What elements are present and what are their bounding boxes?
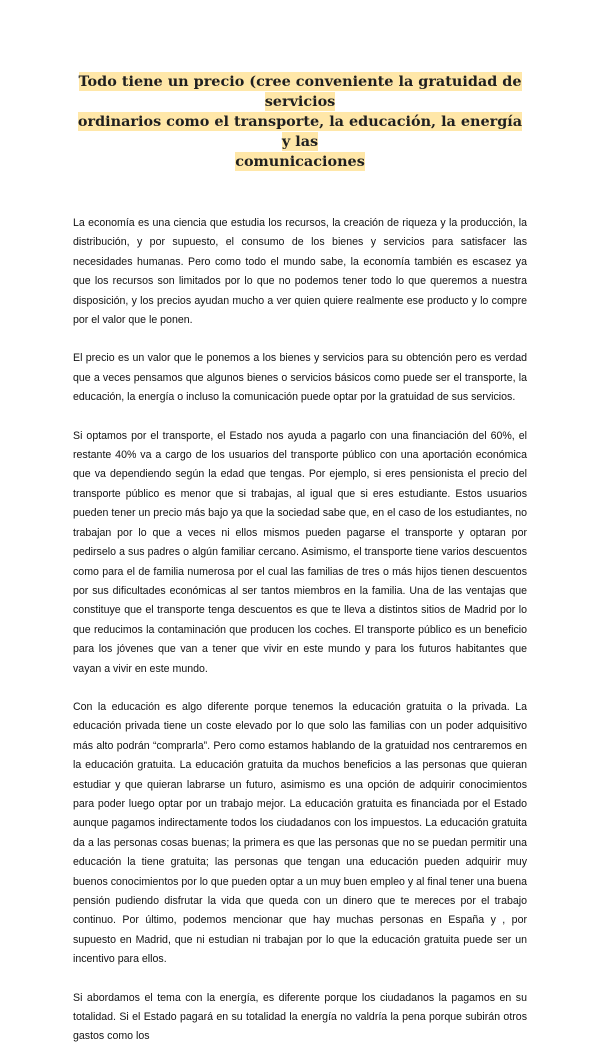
paragraph-energia: Si abordamos el tema con la energía, es diferente porque los ciudadanos la pagamos en su totalidad. Si el Estado pagará en su totalidad la energía no valdría la pena porque subirán otros gastos como los: [73, 991, 527, 1043]
title-line-2: ordinarios como el transporte, la educación, la energía y las: [77, 113, 523, 150]
title-line-1: Todo tiene un precio (cree conveniente la gratuidad de servicios: [78, 73, 522, 110]
paragraph-educacion: Con la educación es algo diferente porque tenemos la educación gratuita o la privada. La educación privada tiene un coste elevado por lo que solo las familias con un poder adquisitivo más alto podrán “comprarla”. Pero como estamos hablando de la gratuidad nos centraremos en la educación gratuita. La educación gratuita da muchos beneficios a las personas que quieran estudiar y que quieran labrarse un futuro, asimismo es una opción de adquirir conocimientos para poder luego optar por un trabajo mejor. La educación gratuita es financiada por el Estado aunque pagamos indirectamente todos los ciudadanos con los impuestos. La educación gratuita da a las personas cosas buenas; la primera es que las personas que no se puedan permitir una educación la tiene gratuita; las personas que tengan una educación pueden adquirir muy buenos conocimientos por lo que pueden optar a un muy buen empleo y al final tener una buena pensión pudiendo disfrutar la vida que queda con un dinero que te mereces por el trabajo continuo. Por último, podemos mencionar que hay muchas personas en España y , por supuesto en Madrid, que ni estudian ni trabajan por lo que la educación gratuita puede ser un incentivo para ellos.: [73, 700, 527, 966]
paragraph-precio: El precio es un valor que le ponemos a los bienes y servicios para su obtención pero es verdad que a veces pensamos que algunos bienes o servicios básicos como puede ser el transporte, la educación, la energía o incluso la comunicación puede optar por la gratuidad de sus servicios.: [73, 352, 527, 404]
title-line-3: comunicaciones: [235, 153, 365, 170]
document-title: [73, 72, 527, 172]
paragraph-economia: La economía es una ciencia que estudia los recursos, la creación de riqueza y la producción, la distribución, y por supuesto, el consumo de los bienes y servicios para satisfacer las necesidades humanas. Pero como todo el mundo sabe, la economía también es escasez ya que los recursos son limitados por lo que no podemos tener todo lo que queremos a nuestra disposición, y los precios ayudan mucho a ver quien quiere realmente ese producto y lo compre por el valor que le ponen.: [73, 217, 527, 327]
paragraph-transporte: Si optamos por el transporte, el Estado nos ayuda a pagarlo con una financiación del 60%, el restante 40% va a cargo de los usuarios del transporte público con una aportación económica que va dependiendo según la edad que tengas. Por ejemplo, si eres pensionista el precio del transporte público es menor que si trabajas, al igual que si eres estudiante. Estos usuarios pueden tener un precio más bajo ya que la sociedad sabe que, en el caso de los estudiantes, no trabajan por lo que a veces ni ellos mismos pueden pagarse el transporte y optaran por pedirselo a sus padres o algún familiar cercano. Asimismo, el transporte tiene varios descuentos como para el de familia numerosa por el cual las familias de tres o más hijos tienen descuentos por sus dificultades económicas al ser tantos miembros en la familia. Una de las ventajas que constituye que el transporte tenga descuentos es que te lleva a distintos sitios de Madrid por lo que reducimos la contaminación que producen los coches. El transporte público es un beneficio para los jóvenes que van a tener que vivir en este mundo y para los futuros habitantes que vayan a vivir en este mundo.: [73, 429, 527, 675]
